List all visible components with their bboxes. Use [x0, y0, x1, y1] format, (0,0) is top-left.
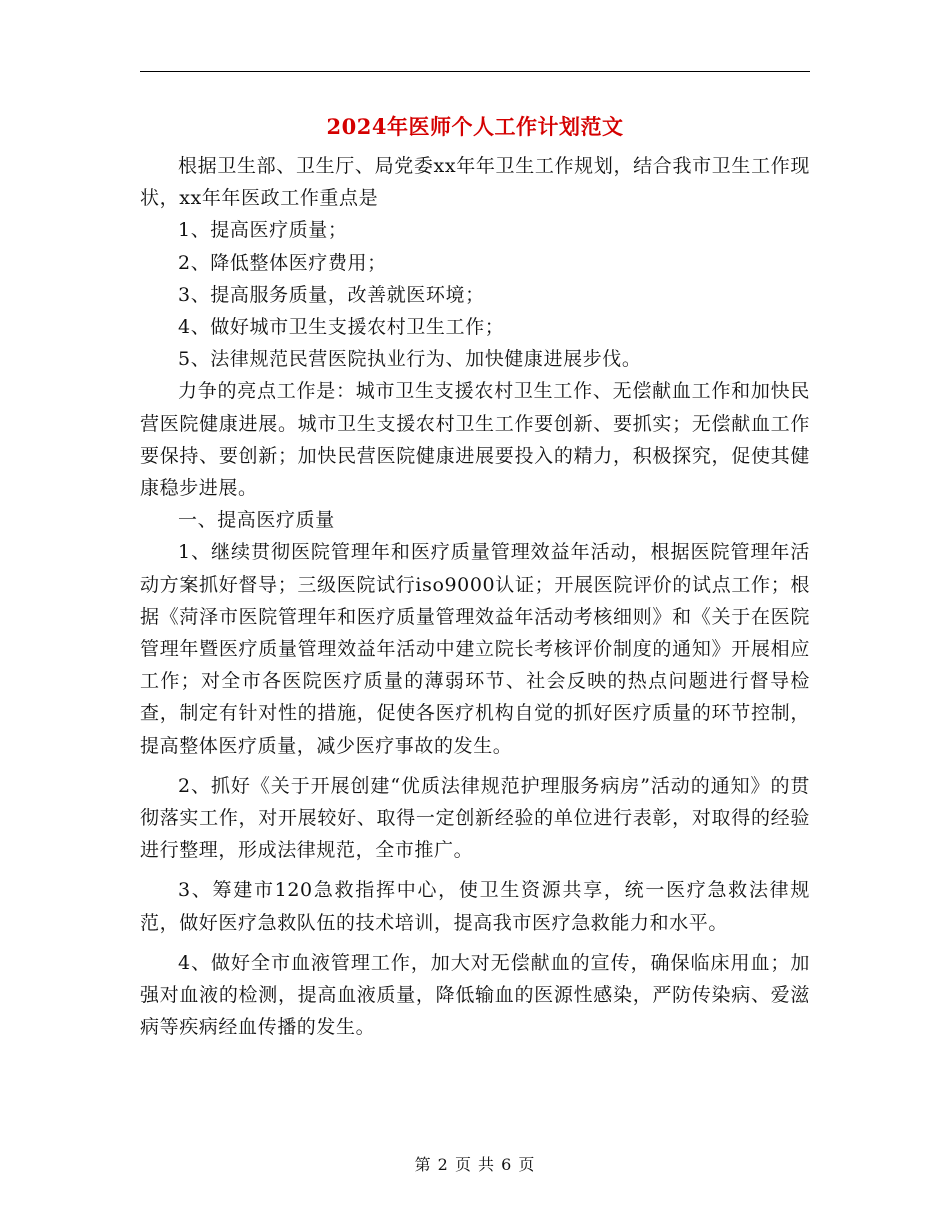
- list-item: 5、法律规范民营医院执业行为、加快健康进展步伐。: [178, 348, 642, 371]
- list-item: 4、做好城市卫生支援农村卫生工作；: [178, 316, 505, 339]
- body-paragraph: 4、做好全市血液管理工作，加大对无偿献血的宣传，确保临床用血；加强对血液的检测，提高血液质量，降低输血的医源性感染，严防传染病、爱滋病等疾病经血传播的发生。: [140, 951, 810, 1039]
- body-paragraph: 1、继续贯彻医院管理年和医疗质量管理效益年活动，根据医院管理年活动方案抓好督导；三级医院试行iso9000认证；开展医院评价的试点工作；根据《菏泽市医院管理年和医疗质量管理效益年活动考核细则》和《关于在医院管理年暨医疗质量管理效益年活动中建立院长考核评价制度的通知》开展相应工作；对全市各医院医疗质量的薄弱环节、社会反映的热点问题进行督导检查，制定有针对性的措施，促使各医疗机构自觉的抓好医疗质量的环节控制，提高整体医疗质量，减少医疗事故的发生。: [140, 541, 810, 757]
- highlight-paragraph: 力争的亮点工作是：城市卫生支援农村卫生工作、无偿献血工作和加快民营医院健康进展。城市卫生支援农村卫生工作要创新、要抓实；无偿献血工作要保持、要创新；加快民营医院健康进展要投入的精力，积极探究，促使其健康稳步进展。: [140, 380, 810, 500]
- body-paragraph: 3、筹建市120急救指挥中心，使卫生资源共享，统一医疗急救法律规范，做好医疗急救队伍的技术培训，提高我市医疗急救能力和水平。: [140, 879, 810, 934]
- page-number-footer: 第 2 页 共 6 页: [414, 1155, 536, 1174]
- header-rule: [140, 71, 810, 72]
- body-paragraph: 2、抓好《关于开展创建“优质法律规范护理服务病房”活动的通知》的贯彻落实工作，对开展较好、取得一定创新经验的单位进行表彰，对取得的经验进行整理，形成法律规范，全市推广。: [140, 774, 810, 862]
- intro-paragraph: 根据卫生部、卫生厅、局党委xx年年卫生工作规划，结合我市卫生工作现状，xx年年医政工作重点是: [140, 155, 810, 210]
- document-title: 2024年医师个人工作计划范文: [326, 114, 624, 139]
- document-body: [140, 150, 810, 1043]
- list-item: 3、提高服务质量，改善就医环境；: [178, 283, 485, 306]
- list-item: 2、降低整体医疗费用；: [178, 251, 387, 274]
- list-item: 1、提高医疗质量；: [178, 219, 348, 242]
- section-heading: 一、提高医疗质量: [178, 509, 335, 532]
